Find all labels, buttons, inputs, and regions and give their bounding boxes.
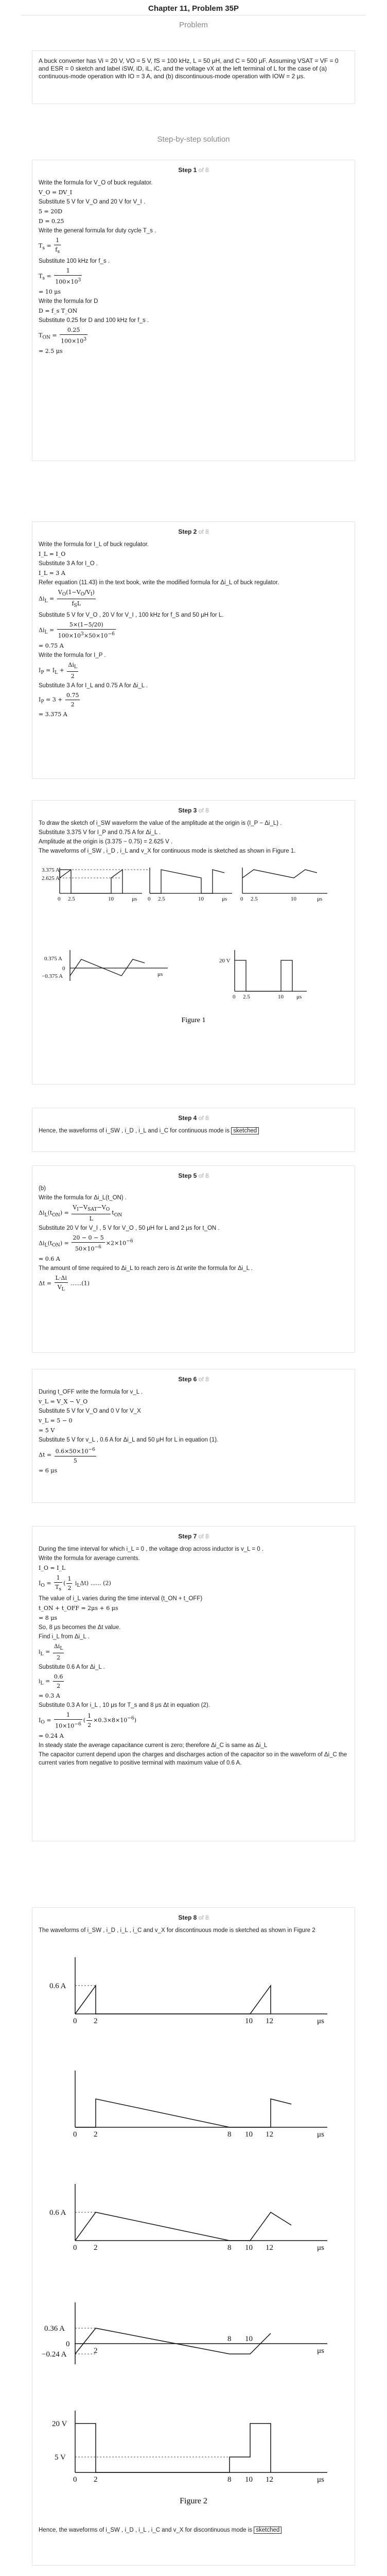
step-text: Write the general formula for duty cycle T_s . — [39, 228, 156, 234]
equation: $i_L$ = $\frac{0.6}{2}$ — [39, 1673, 63, 1690]
step-text: Substitute 3.375 V for I_P and 0.75 A for Δi_L . — [39, 829, 161, 836]
step-text: Substitute 100 kHz for f_s . — [39, 258, 110, 265]
tick-label: 2.5 — [68, 896, 75, 902]
step-by-step-label: Step-by-step solution — [157, 135, 230, 144]
equation: = 0.24 A — [39, 1733, 64, 1740]
tick-label: 10 — [245, 2335, 253, 2343]
tick-label: 10 — [245, 2130, 253, 2139]
equation: I_L = 3 A — [39, 570, 65, 577]
step-title: Step 1 of 8 — [178, 166, 209, 174]
step-title: Step 2 of 8 — [178, 528, 209, 535]
unit-label: μs — [157, 971, 163, 977]
step-text: The waveforms of i_SW , i_D , i_L and v_X for continuous mode is sketched as shown in Figure 1. — [39, 848, 296, 854]
step-text: The capacitor current depend upon the charges and discharges action of the capacitor so in the waveform of Δi_C the current varies from negative to positive terminal with maximum value of 0.6 A. — [39, 1752, 347, 1767]
tick-label: 0 — [233, 994, 236, 1000]
tick-label: 2 — [94, 2476, 98, 2484]
tick-label: 0 — [62, 965, 65, 972]
tick-label: 12 — [266, 2017, 273, 2025]
tick-label: 10 — [108, 896, 114, 902]
figure-caption: Figure 1 — [181, 1016, 206, 1024]
equation: = 6 μs — [39, 1467, 58, 1474]
equation: Δt = $\frac{0.6\times 50\times 10^{-6}}{5}$ — [39, 1445, 348, 1465]
unit-label: μs — [317, 2244, 324, 2252]
equation: $I_P = I_L$ + $\frac{\Delta i_L}{2}$ — [39, 662, 77, 680]
equation: = 2.5 μs — [39, 347, 63, 354]
tick-label: 0 — [73, 2476, 77, 2484]
tick-label: 0 — [240, 896, 243, 902]
step-text: Substitute 5 V for V_O and 0 V for V_X — [39, 1408, 141, 1414]
tick-label: 10 — [245, 2017, 253, 2025]
equation: $T_{ON}$ = $\frac{0.25}{100\times 10^3}$ — [39, 326, 87, 345]
step-text: So, 8 μs becomes the Δt value. — [39, 1624, 121, 1631]
tick-label: 8 — [227, 2244, 232, 2252]
tick-label: 0.6 A — [49, 1982, 66, 1990]
equation: = 0.75 A — [39, 642, 64, 650]
figure-2-waveforms — [39, 1937, 348, 2524]
step-text: Substitute 3 A for I_L and 0.75 A for Δi_L . — [39, 683, 148, 689]
equation: t_ON + t_OFF = 2μs + 6 μs — [39, 1605, 118, 1612]
step-text: Write the formula for D — [39, 298, 98, 304]
step-text: Amplitude at the origin is (3.375 − 0.75) = 2.625 V . — [39, 839, 173, 845]
step-card-6 — [32, 1369, 355, 1503]
tick-label: 0 — [73, 2130, 77, 2139]
equation: = 0.6 A — [39, 1255, 60, 1262]
step-text: Substitute 3 A for I_O . — [39, 561, 98, 567]
problem-card — [32, 50, 355, 104]
tick-label: 3.375 A — [42, 867, 60, 873]
tick-label: 0.6 A — [49, 2209, 66, 2217]
step-text: Substitute 0.3 A for i_L , 10 μs for T_s and 8 μs Δt in equation (2). — [39, 1702, 210, 1709]
figure-1-waveforms — [39, 857, 348, 1048]
step-card-4 — [32, 1108, 355, 1152]
tick-label: 5 V — [55, 2453, 66, 2462]
equation: I_O = I_L — [39, 1565, 66, 1571]
tick-label: 2 — [94, 2244, 98, 2252]
equation: = 3.375 A — [39, 711, 67, 718]
tick-label: 10 — [245, 2476, 253, 2484]
tick-label: 0.375 A — [44, 956, 62, 962]
tick-label: 0 — [58, 896, 61, 902]
tick-label: 10 — [245, 2244, 253, 2252]
step-text: Hence, the waveforms of i_SW , i_D , i_L and i_C for continuous mode is sketched — [39, 1127, 348, 1135]
step-text: The waveforms of i_SW , i_D , i_L , i_C and v_X for discontinuous mode is sketched as shown in Figure 2 — [39, 1927, 315, 1934]
equation: v_L = V_X − V_O — [39, 1398, 88, 1405]
unit-label: μs — [317, 2017, 324, 2025]
step-text: During t_OFF write the formula for v_L . — [39, 1389, 143, 1395]
step-card-2 — [32, 521, 355, 779]
answer-box: sketched — [254, 2527, 282, 2534]
step-text: Substitute 5 V for V_O , 20 V for V_I , 100 kHz for f_S and 50 μH for L. — [39, 612, 224, 619]
tick-label: 2 — [94, 2347, 98, 2355]
tick-label: 10 — [291, 896, 296, 902]
step-text: Substitute 0.6 A for Δi_L . — [39, 1664, 105, 1671]
equation: = 0.3 A — [39, 1692, 60, 1700]
unit-label: μs — [317, 896, 323, 902]
tick-label: 10 — [198, 896, 204, 902]
step-text: Write the formula for average currents. — [39, 1555, 140, 1562]
chapter-title: Chapter 11, Problem 35P — [148, 4, 239, 13]
equation: I_L = I_O — [39, 551, 66, 557]
step-text: Substitute 0.25 for D and 100 kHz for f_s . — [39, 317, 149, 324]
equation: $\Delta i_L$ = $\frac{5\times(1-5/20)}{100\times 10^3\times 50\times 10^{-6}}$ — [39, 621, 115, 640]
step-text: During the time interval for which i_L = 0 , the voltage drop across inductor is v_L = 0 . — [39, 1546, 264, 1552]
step-card-8 — [32, 1907, 355, 2566]
equation: = 8 μs — [39, 1615, 58, 1622]
step-text: (b) — [39, 1185, 46, 1192]
tick-label: 8 — [227, 2476, 232, 2484]
step-text: Find i_L from Δi_L . — [39, 1634, 90, 1640]
equation: = 5 V — [39, 1427, 55, 1434]
step-text: The amount of time required to Δi_L to reach zero is Δt write the formula for Δi_L . — [39, 1265, 253, 1272]
step-text: Write the formula for I_P . — [39, 652, 106, 659]
tick-label: 0 — [148, 896, 151, 902]
step-text: Refer equation (11.43) in the text book, write the modified formula for Δi_L of buck regulator. — [39, 580, 279, 586]
figure-caption: Figure 2 — [180, 2497, 207, 2505]
tick-label: 2.625 A — [42, 875, 60, 882]
page-header — [0, 0, 387, 29]
tick-label: 2.5 — [243, 994, 250, 1000]
step-text: The value of i_L varies during the time interval (t_ON + t_OFF) — [39, 1596, 203, 1602]
tick-label: 20 V — [52, 2420, 67, 2428]
unit-label: μs — [317, 2476, 324, 2484]
equation: 5 = 20D — [39, 208, 63, 215]
step-text: Write the formula for Δi_L(t_ON) . — [39, 1195, 127, 1201]
equation: $\Delta i_L$ = $\frac{V_O(1-V_O/V_I)}{f_SL}$ — [39, 589, 95, 609]
unit-label: μs — [317, 2347, 324, 2355]
unit-label: μs — [132, 896, 137, 902]
tick-label: 2.5 — [158, 896, 165, 902]
equation: D = f_s T_ON — [39, 307, 78, 314]
answer-box: sketched — [231, 1127, 259, 1134]
equation: $I_O$ = $\frac{1}{10\times 10^{-6}}$ ( $\frac{1}{2}$ $\times 0.3\times 8\times 10^{-6}$) — [39, 1711, 137, 1730]
tick-label: −0.375 A — [42, 973, 63, 979]
step-text: Substitute 5 V for V_O and 20 V for V_I . — [39, 199, 146, 205]
equation: v_L = 5 − 0 — [39, 1417, 73, 1424]
step-text: Hence, the waveforms of i_SW , i_D , i_L , i_C and v_X for discontinuous mode is sketched — [39, 2526, 348, 2534]
equation: $I_P = 3$ + $\frac{0.75}{2}$ — [39, 692, 79, 708]
tick-label: 2.5 — [251, 896, 258, 902]
step-card-5 — [32, 1165, 355, 1353]
equation: $T_s$ = $\frac{1}{f_s}$ — [39, 237, 60, 255]
step-title: Step 8 of 8 — [178, 1914, 209, 1921]
tick-label: 12 — [266, 2244, 273, 2252]
problem-label: Problem — [179, 21, 208, 29]
tick-label: 0.36 A — [44, 2325, 65, 2333]
tick-label: 0 — [73, 2244, 77, 2252]
unit-label: μs — [317, 2130, 324, 2139]
equation: V_O = DV_I — [39, 189, 73, 196]
tick-label: 10 — [278, 994, 284, 1000]
equation: = 10 μs — [39, 288, 61, 295]
step-text: In steady state the average capacitance current is zero; therefore Δi_C is same as Δi_L — [39, 1742, 268, 1749]
step-title: Step 6 of 8 — [178, 1376, 209, 1383]
tick-label: 8 — [227, 2335, 232, 2343]
step-title: Step 3 of 8 — [178, 807, 209, 814]
equation: $I_O$ = $\frac{1}{T_s}$ ( $\frac{1}{2}$ $i_L\Delta t$) ...... (2) — [39, 1574, 111, 1592]
step-text: Write the formula for I_L of buck regulator. — [39, 541, 149, 548]
equation: $i_L$ = $\frac{\Delta i_L}{2}$ — [39, 1643, 63, 1662]
tick-label: 0 — [66, 2340, 70, 2348]
step-title: Step 7 of 8 — [178, 1533, 209, 1540]
equation: $\Delta i_L(t_{ON})$ = $\frac{20 - 0 - 5}{50\times 10^{-6}}$ $\times 2\times 10^{-6}$ — [39, 1234, 133, 1252]
step-text: Substitute 5 V for v_L , 0.6 A for Δi_L and 50 μH for L in equation (1). — [39, 1437, 219, 1443]
tick-label: 2 — [94, 2017, 98, 2025]
step-title: Step 4 of 8 — [178, 1114, 209, 1122]
equation: $T_s$ = $\frac{1}{100\times 10^3}$ — [39, 267, 81, 285]
step-title: Step 5 of 8 — [178, 1172, 209, 1179]
tick-label: 20 V — [219, 958, 231, 964]
equation: $\Delta i_L(t_{ON})$ = $\frac{V_I-V_{SAT}-V_O}{L}$ $t_{ON}$ — [39, 1204, 122, 1223]
problem-text: A buck converter has Vi = 20 V, VO = 5 V, fS = 100 kHz, L = 50 μH, and C = 500 μF. Assuming VSAT = VF = 0 and ESR = 0 sketch and label iSW, iD, iL, iC, and the voltage vX at the left terminal of L for the case of (a) continuous-mode operation with IO = 3 A, and (b) discontinuous-mode operation with IOW = 2 μs. — [39, 57, 339, 80]
tick-label: 8 — [227, 2130, 232, 2139]
unit-label: μs — [296, 994, 302, 1000]
equation: Δt = $\frac{L\cdot\Delta i}{V_L}$ ......(1) — [39, 1274, 90, 1293]
step-card-7 — [32, 1526, 355, 1841]
tick-label: −0.24 A — [42, 2350, 67, 2359]
step-text: To draw the sketch of i_SW waveform the value of the amplitude at the origin is (I_P − Δi_L) . — [39, 820, 282, 826]
tick-label: 0 — [73, 2017, 77, 2025]
tick-label: 12 — [266, 2476, 273, 2484]
tick-label: 2 — [94, 2130, 98, 2139]
step-text: Write the formula for V_O of buck regulator. — [39, 180, 153, 186]
tick-label: 12 — [266, 2130, 273, 2139]
equation: D = 0.25 — [39, 218, 64, 225]
step-card-1 — [32, 160, 355, 461]
step-card-3 — [32, 800, 355, 1084]
step-text: Substitute 20 V for V_I , 5 V for V_O , 50 μH for L and 2 μs for t_ON . — [39, 1225, 220, 1232]
unit-label: μs — [222, 896, 227, 902]
